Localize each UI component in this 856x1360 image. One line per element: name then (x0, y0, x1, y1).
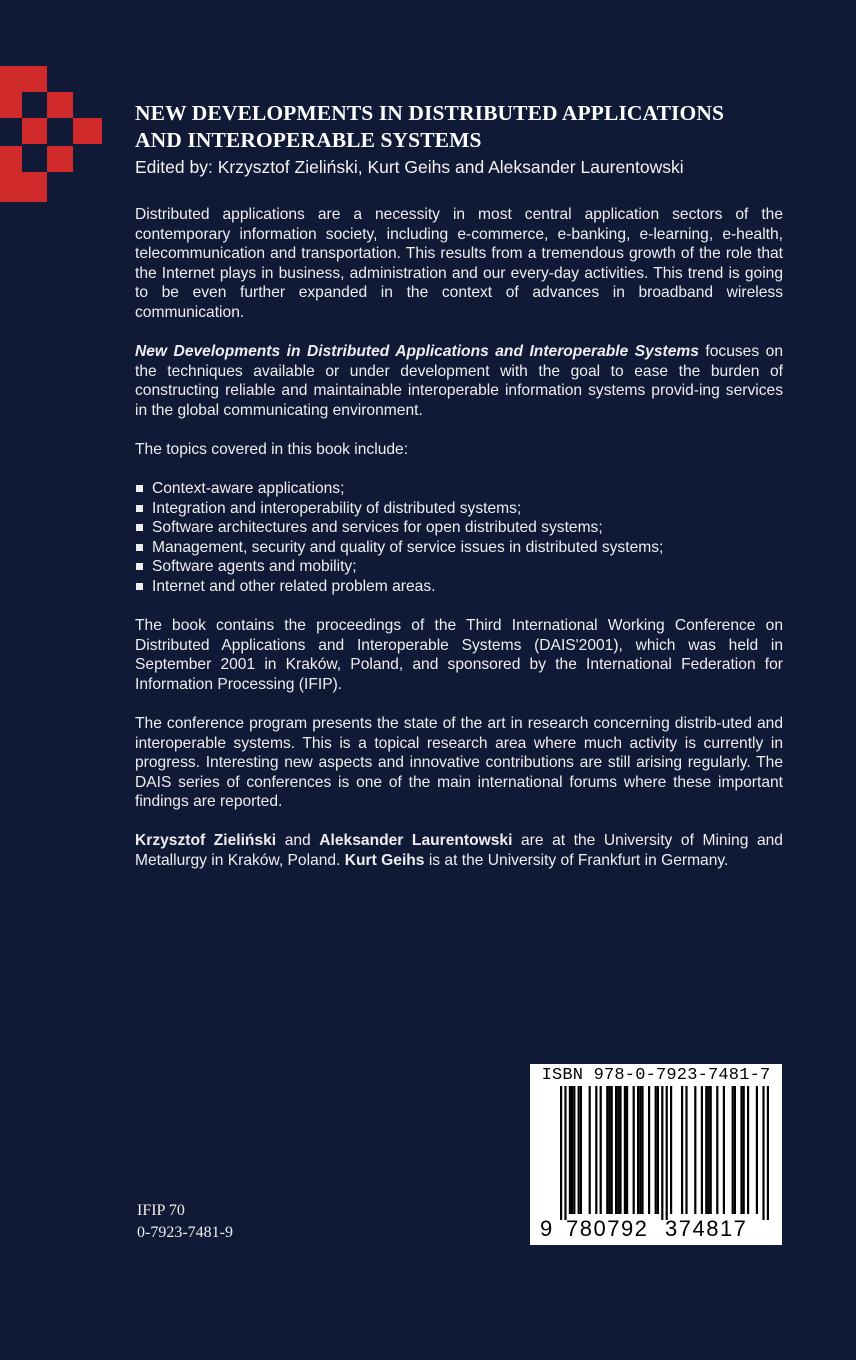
paragraph-proceedings: The book contains the proceedings of the Third International Working Conference on Distributed Applications and Interoperable Systems (DAIS'2001), which was held in September 2001 in Kraków, Poland, and sponsored by the International Federation for Information Processing (IFIP). (135, 617, 783, 693)
paragraph-focus-text: focuses on the techniques available or under development with the goal to ease the burden of constructing reliable and maintainable interoperable information systems provid-ing services in the global communicating environment. (135, 343, 783, 419)
book-title (135, 100, 815, 154)
barcode-bar (571, 1086, 573, 1214)
square-bullet-icon (136, 485, 143, 492)
barcode-bar (589, 1086, 591, 1214)
barcode-bar (743, 1086, 745, 1214)
barcode-bar (580, 1086, 582, 1214)
barcode-bar (762, 1086, 764, 1220)
square-bullet-icon (136, 583, 143, 590)
barcode-bar (710, 1086, 712, 1214)
barcode-bar (723, 1086, 725, 1214)
square-bullet-icon (136, 524, 143, 531)
barcode-bar (670, 1086, 672, 1214)
blurb-body (135, 205, 783, 890)
barcode-bar (573, 1086, 575, 1214)
list-item: Management, security and quality of service issues in distributed systems; (135, 538, 783, 558)
square-bullet-icon (136, 544, 143, 551)
barcode-bar (624, 1086, 626, 1214)
barcode-bar (641, 1086, 643, 1214)
barcode-bar (608, 1086, 610, 1214)
barcode-bar (694, 1086, 696, 1214)
list-item: Software agents and mobility; (135, 557, 783, 577)
barcode-bar (661, 1086, 663, 1220)
barcode-bar (611, 1086, 613, 1214)
list-item: Context-aware applications; (135, 479, 783, 499)
barcode-bar (617, 1086, 619, 1214)
barcode-bar (569, 1086, 571, 1214)
barcode-bar (734, 1086, 736, 1214)
isbn-barcode (530, 1064, 782, 1245)
list-item: Internet and other related problem areas. (135, 577, 783, 597)
barcode-bar (666, 1086, 668, 1220)
paragraph-intro: Distributed applications are a necessity in most central application sectors of the contemporary information society, including e-commerce, e-banking, e-learning, e-health, telecommunication and transportation. This results from a tremendous growth of the role that the Internet plays in business, administration and our every-day activities. This trend is going to be even further expanded in the context of advances in broadband wireless communication. (135, 206, 783, 321)
barcode-bar (560, 1086, 562, 1220)
barcode-bar (619, 1086, 621, 1214)
list-item: Integration and interoperability of distributed systems; (135, 499, 783, 519)
barcode-bar (655, 1086, 657, 1214)
isbn-label: ISBN 978-0-7923-7481-7 (541, 1066, 771, 1085)
paragraph-conference: The conference program presents the state of the art in research concerning distrib-uted and interoperable systems. This is a topical research area where much activity is currently in progress. Interesting new aspects and innovative contributions are still arising regularly. The DAIS series of conferences is one of the main international forums where these important findings are reported. (135, 714, 783, 811)
editors-line: Edited by: Krzysztof Zieliński, Kurt Geihs and Aleksander Laurentowski (135, 157, 684, 177)
author-name: Kurt Geihs (344, 852, 425, 870)
author-name: Aleksander Laurentowski (319, 832, 513, 850)
barcode-bar (595, 1086, 597, 1214)
barcode-bar (564, 1086, 566, 1220)
list-item: Software architectures and services for open distributed systems; (135, 518, 783, 538)
barcode-bar (707, 1086, 709, 1214)
barcode-bar (767, 1086, 769, 1220)
book-title-line-2: AND INTEROPERABLE SYSTEMS (135, 128, 482, 152)
book-title-line-1: NEW DEVELOPMENTS IN DISTRIBUTED APPLICATIONS (135, 101, 725, 125)
barcode-bar (756, 1086, 758, 1214)
barcode-bar (600, 1086, 602, 1214)
topics-intro: The topics covered in this book include: (135, 440, 409, 458)
barcode-bar (685, 1086, 687, 1214)
paragraph-focus (135, 342, 783, 420)
barcode-bar (705, 1086, 707, 1214)
barcode-bar (615, 1086, 617, 1214)
ean-left-digits: 780792 (566, 1216, 649, 1241)
ean-first-digit: 9 (540, 1216, 553, 1241)
barcode-bar (701, 1086, 703, 1214)
barcode-bar (578, 1086, 580, 1214)
barcode-bar (606, 1086, 608, 1214)
square-bullet-icon (136, 505, 143, 512)
series-label: IFIP 70 (137, 1202, 185, 1219)
barcode-bar (732, 1086, 734, 1214)
barcode-bar (657, 1086, 659, 1214)
series-info (137, 1200, 233, 1244)
barcode-bar (633, 1086, 635, 1214)
paragraph-authors: Krzysztof Zieliński and Aleksander Laurentowski are at the University of Mining and Metallurgy in Kraków, Poland. Kurt Geihs is at the University of Frankfurt in Germany. (135, 832, 783, 870)
barcode-bar (626, 1086, 628, 1214)
barcode-bar (681, 1086, 683, 1214)
red-checker-decoration (0, 66, 102, 202)
ean-right-digits: 374817 (665, 1216, 748, 1241)
barcode-bar (716, 1086, 718, 1214)
isbn10-label: 0-7923-7481-9 (137, 1224, 233, 1241)
book-title-inline: New Developments in Distributed Applications and Interoperable Systems (135, 343, 699, 361)
author-name: Krzysztof Zieliński (135, 832, 277, 850)
barcode-bar (747, 1086, 749, 1214)
topics-list (135, 479, 783, 597)
barcode-bar (648, 1086, 650, 1214)
square-bullet-icon (136, 563, 143, 570)
barcode-bar (639, 1086, 641, 1214)
barcode-bar (740, 1086, 742, 1214)
barcode-bar (637, 1086, 639, 1214)
ean-digits (530, 1216, 782, 1242)
